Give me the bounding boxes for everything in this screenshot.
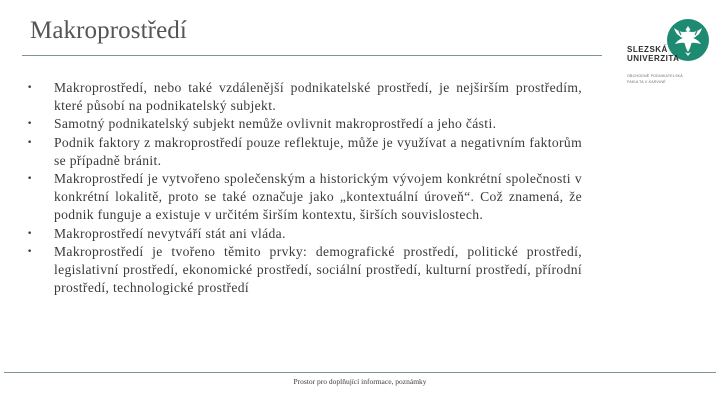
bullet-text: Makroprostředí, nebo také vzdálenější podnikatelské prostředí, je nejširším prostředím, které působí na podnikatelský subjekt. — [54, 80, 582, 114]
bullet-item — [27, 243, 582, 298]
bullet-text: Makroprostředí je tvořeno těmito prvky: demografické prostředí, politické prostředí, legislativní prostředí, ekonomické prostředí, sociální prostředí, kulturní prostředí, přírodní prostředí, technologické prostředí — [54, 243, 582, 296]
slide-title: Makroprostředí — [30, 17, 187, 44]
logo-text-line1: SLEZSKÁ — [627, 45, 668, 54]
university-logo — [622, 18, 712, 100]
bullet-icon: • — [27, 119, 33, 130]
bullet-icon: • — [27, 174, 33, 185]
bullet-item — [27, 115, 582, 133]
bullet-item — [27, 170, 582, 225]
bullet-icon: • — [27, 83, 33, 93]
footer-divider — [4, 372, 716, 373]
bullet-item — [27, 225, 582, 243]
logo-subtext-line2: FAKULTA V KARVINÉ — [627, 80, 666, 84]
logo-text-line2: UNIVERZITA — [627, 54, 680, 63]
footer-notes: Prostor pro doplňující informace, poznámky — [293, 377, 427, 386]
bullet-icon: • — [27, 228, 33, 239]
bullet-text: Podnik faktory z makroprostředí pouze reflektuje, může je využívat a negativním faktorům se případně bránit. — [54, 134, 582, 168]
bullet-icon: • — [27, 246, 33, 257]
bullet-list — [27, 79, 582, 297]
bullet-text: Samotný podnikatelský subjekt nemůže ovlivnit makroprostředí a jeho části. — [54, 116, 497, 132]
title-divider — [22, 55, 602, 56]
bullet-item — [27, 134, 582, 170]
bullet-text: Makroprostředí nevytváří stát ani vláda. — [54, 225, 286, 241]
bullet-icon: • — [27, 137, 33, 148]
logo-subtext-line1: OBCHODNĚ PODNIKATELSKÁ — [627, 74, 683, 78]
bullet-item — [27, 79, 582, 115]
bullet-text: Makroprostředí je vytvořeno společenským a historickým vývojem konkrétní společnosti v konkrétní lokalitě, proto se také označuje jako „kontextuální úroveň“. Což znamená, že podnik funguje a existuje v určitém širším kontextu, širších souvislostech. — [54, 171, 582, 223]
